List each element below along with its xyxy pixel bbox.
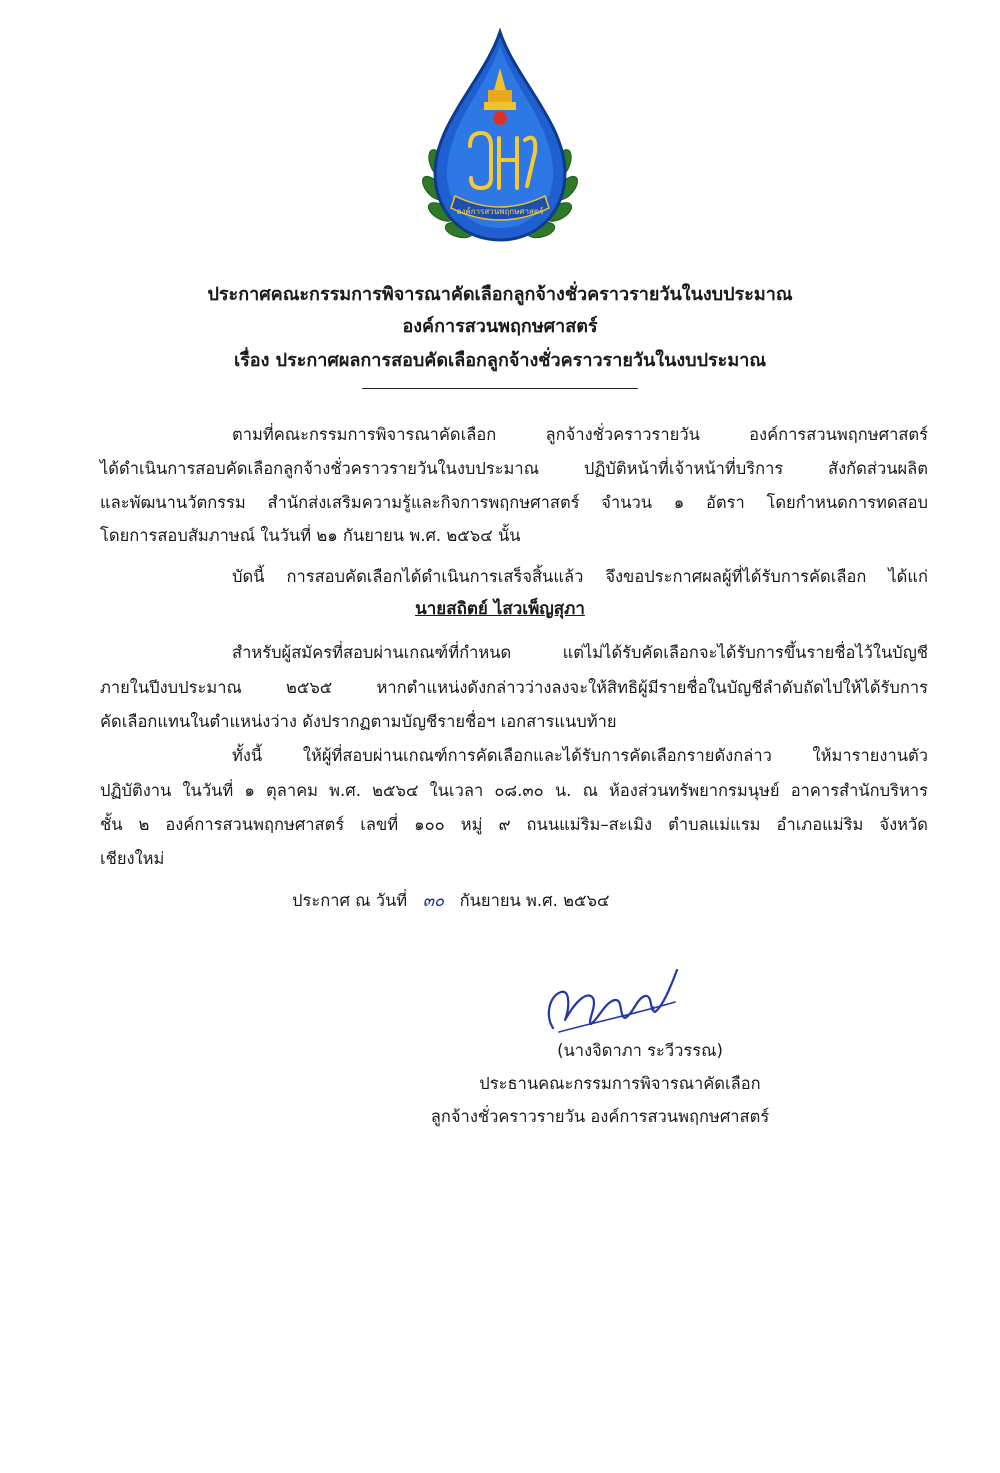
paragraph-1-line-4: โดยการสอบสัมภาษณ์ ในวันที่ ๒๑ กันยายน พ.ศ. ๒๕๖๔ นั้น — [100, 526, 521, 545]
date-suffix: กันยายน พ.ศ. ๒๕๖๔ — [459, 891, 610, 910]
date-day: ๓๐ — [422, 891, 445, 910]
paragraph-1-line-2: ได้ดำเนินการสอบคัดเลือกลูกจ้างชั่วคราวรายวันในงบประมาณ ปฏิบัติหน้าที่เจ้าหน้าที่บริการ สังกัดส่วนผลิต — [100, 459, 928, 478]
paragraph-4-line-3: ชั้น ๒ องค์การสวนพฤกษศาสตร์ เลขที่ ๑๐๐ หมู่ ๙ ถนนแม่ริม–สะเมิง ตำบลแม่แรม อำเภอแม่ริม จังหวัด — [100, 815, 928, 834]
paragraph-4-line-4: เชียงใหม่ — [100, 849, 165, 868]
selected-candidate-name: นายสถิตย์ ไสวเพ็ญสุภา — [415, 599, 585, 619]
signer-position-1: ประธานคณะกรรมการพิจารณาคัดเลือก — [479, 1074, 761, 1093]
paragraph-4-line-2: ปฏิบัติงาน ในวันที่ ๑ ตุลาคม พ.ศ. ๒๕๖๔ ในเวลา ๐๘.๓๐ น. ณ ห้องส่วนทรัพยากรมนุษย์ อาคารสำนักบริหาร — [100, 781, 928, 800]
announcement-date — [292, 890, 609, 912]
signer-position-2: ลูกจ้างชั่วคราวรายวัน องค์การสวนพฤกษศาสตร์ — [430, 1107, 770, 1126]
organization-name: องค์การสวนพฤกษศาสตร์ — [402, 316, 598, 337]
announcement-title: ประกาศคณะกรรมการพิจารณาคัดเลือกลูกจ้างชั่วคราวรายวันในงบประมาณ — [207, 284, 793, 305]
signer-name: (นางจิดาภา ระวีวรรณ) — [557, 1041, 723, 1060]
paragraph-2: บัดนี้ การสอบคัดเลือกได้ดำเนินการเสร็จสิ้นแล้ว จึงขอประกาศผลผู้ที่ได้รับการคัดเลือก ได้แก่ — [232, 567, 928, 586]
heading-divider — [362, 388, 638, 389]
date-prefix: ประกาศ ณ วันที่ — [292, 891, 408, 910]
paragraph-4-line-1: ทั้งนี้ ให้ผู้ที่สอบผ่านเกณฑ์การคัดเลือกและได้รับการคัดเลือกรายดังกล่าว ให้มารายงานตัว — [232, 746, 928, 765]
paragraph-3-line-2: ภายในปีงบประมาณ ๒๕๖๕ หากตำแหน่งดังกล่าวว่างลงจะให้สิทธิผู้มีรายชื่อในบัญชีลำดับถัดไปให้ได้รับการ — [100, 678, 928, 697]
handwritten-signature — [535, 962, 685, 1040]
paragraph-1-line-1: ตามที่คณะกรรมการพิจารณาคัดเลือก ลูกจ้างชั่วคราวรายวัน องค์การสวนพฤกษศาสตร์ — [232, 425, 928, 444]
paragraph-3-line-1: สำหรับผู้สมัครที่สอบผ่านเกณฑ์ที่กำหนด แต่ไม่ได้รับคัดเลือกจะได้รับการขึ้นรายชื่อไว้ในบัญชี — [232, 643, 928, 662]
paragraph-3-line-3: คัดเลือกแทนในตำแหน่งว่าง ดังปรากฏตามบัญชีรายชื่อฯ เอกสารแนบท้าย — [100, 712, 617, 731]
subject-line: เรื่อง ประกาศผลการสอบคัดเลือกลูกจ้างชั่วคราวรายวันในงบประมาณ — [233, 350, 767, 371]
organization-logo — [415, 28, 585, 248]
paragraph-1-line-3: และพัฒนานวัตกรรม สำนักส่งเสริมความรู้และกิจการพฤกษศาสตร์ จำนวน ๑ อัตรา โดยกำหนดการทดสอบ — [100, 493, 928, 512]
logo-text: องค์การสวนพฤกษศาสตร์ — [456, 207, 544, 216]
